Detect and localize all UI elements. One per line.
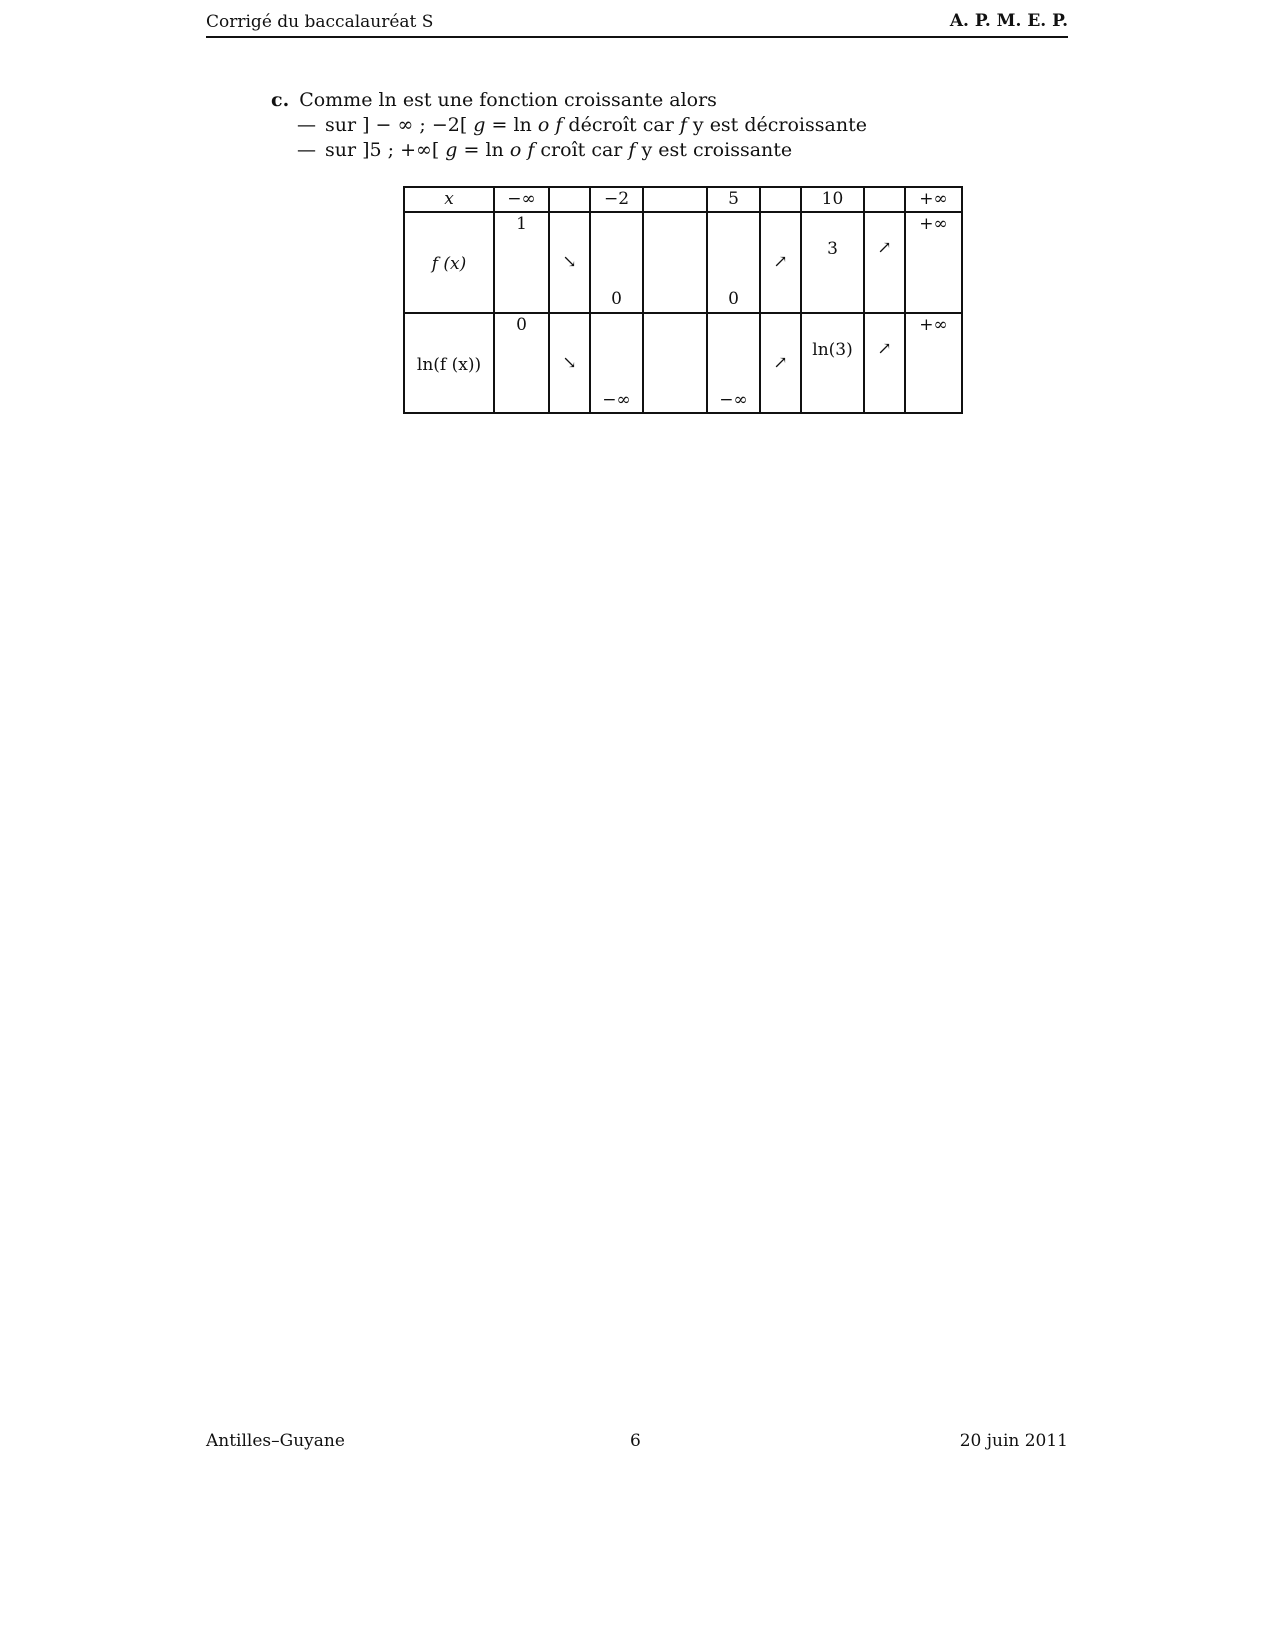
x-plus-inf: +∞ (919, 189, 948, 209)
f-decrease-arrow: ↘ (562, 252, 577, 272)
bullet-2: — sur ]5 ; +∞[ g = ln o f croît car f y est croissante (297, 139, 793, 161)
ln-at-5: −∞ (719, 390, 748, 410)
x-10: 10 (821, 189, 844, 209)
f-at-minus-inf: 1 (516, 214, 527, 234)
ln-at-minus-inf: 0 (516, 315, 527, 335)
f-increase-arrow-1: ↗ (773, 252, 788, 272)
footer-date: 20 juin 2011 (959, 1431, 1068, 1451)
table-grid (403, 186, 963, 414)
main-content (271, 88, 867, 163)
row-label-fx: f (x) (431, 254, 467, 274)
variation-table (403, 186, 963, 414)
intro-text: Comme ln est une fonction croissante alors (299, 89, 717, 111)
x-minus-inf: −∞ (507, 189, 536, 209)
page-number: 6 (630, 1431, 641, 1451)
row-label-ln-fx: ln(f (x)) (416, 355, 482, 375)
header-org: A. P. M. E. P. (949, 11, 1068, 31)
f-at-minus-2: 0 (611, 289, 622, 309)
f-at-plus-inf: +∞ (919, 214, 948, 234)
ln-decrease-arrow: ↘ (562, 353, 577, 373)
f-at-5: 0 (728, 289, 739, 309)
f-at-10: 3 (827, 239, 838, 259)
footer-left: Antilles–Guyane (206, 1431, 345, 1451)
x-5: 5 (728, 189, 739, 209)
x-minus-2: −2 (603, 189, 630, 209)
bullet-1: — sur ] − ∞ ; −2[ g = ln o f décroît car f y est décroissante (297, 114, 867, 136)
f-increase-arrow-2: ↗ (877, 238, 892, 258)
page-header (206, 10, 1068, 38)
ln-at-plus-inf: +∞ (919, 315, 948, 335)
header-title: Corrigé du baccalauréat S (206, 12, 434, 32)
item-c-intro (271, 88, 867, 113)
x-label: x (444, 189, 454, 209)
ln-at-minus-2: −∞ (602, 390, 631, 410)
ln-increase-arrow-2: ↗ (877, 339, 892, 359)
item-label: c. (271, 89, 290, 111)
ln-increase-arrow-1: ↗ (773, 353, 788, 373)
ln-at-10: ln(3) (812, 340, 853, 360)
